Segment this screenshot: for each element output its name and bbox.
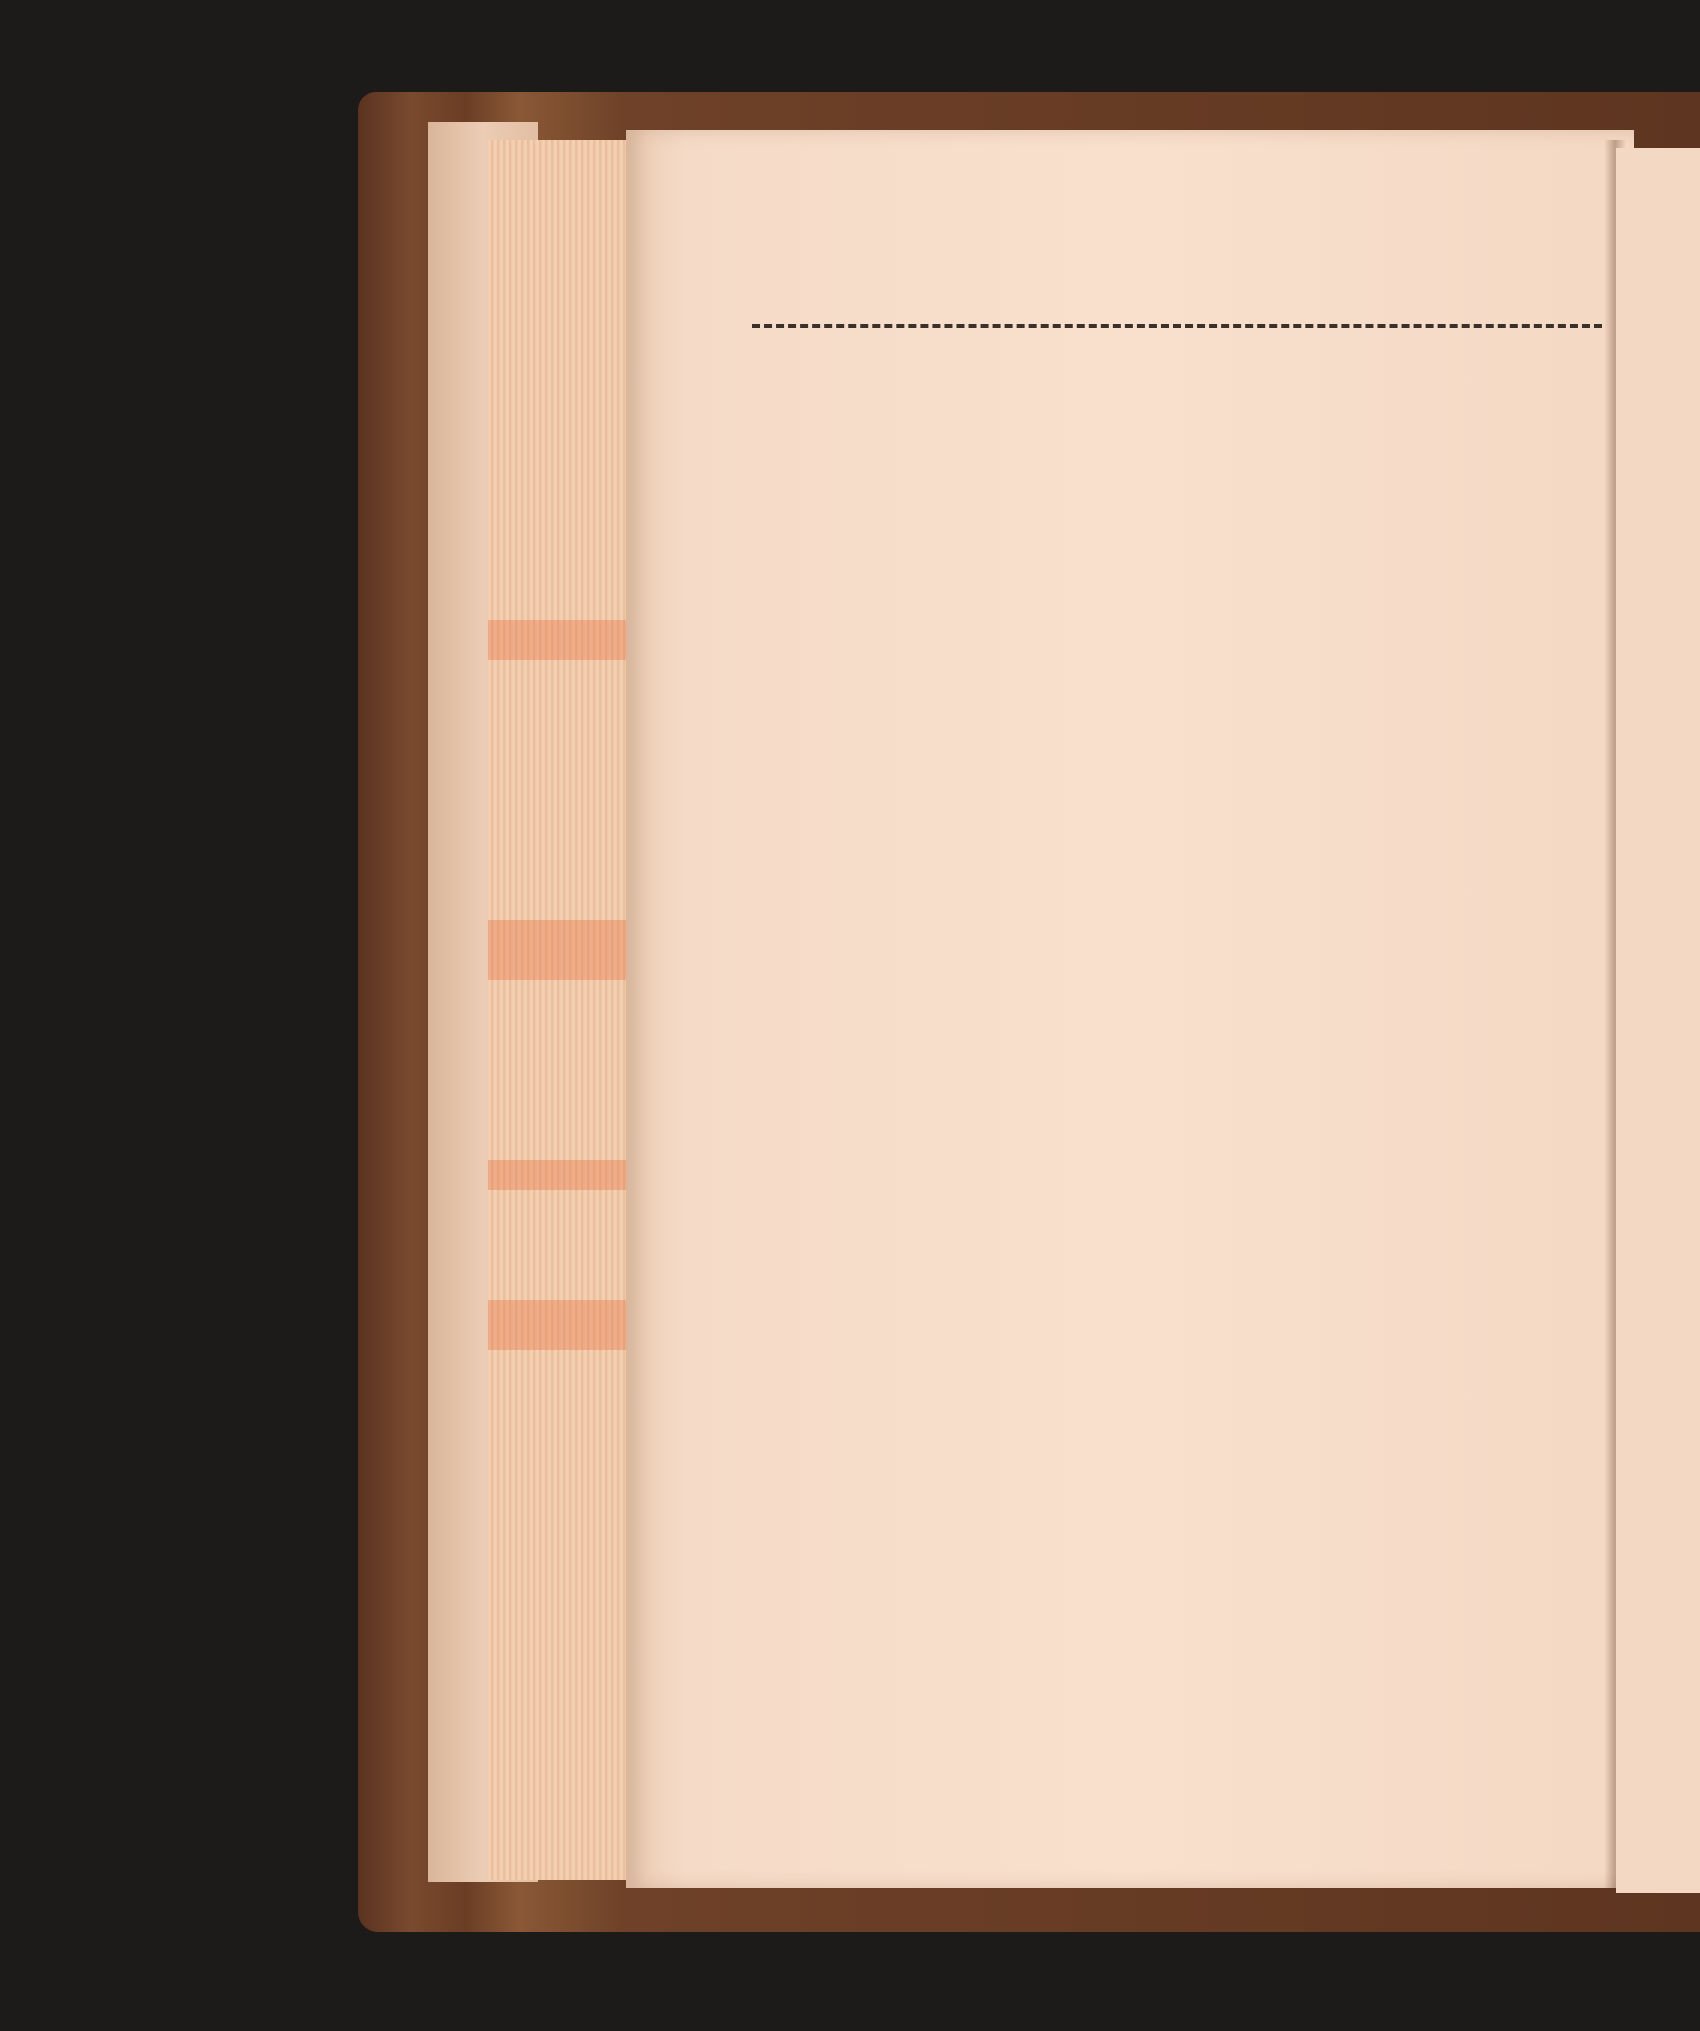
- section-divider: [752, 324, 1602, 328]
- feast-date: [752, 434, 1604, 486]
- right-page: [1616, 148, 1700, 1893]
- motto-line-2: [752, 560, 1604, 634]
- motto-reference: [752, 634, 1604, 702]
- saint-title: [752, 338, 1604, 434]
- page-edges: [488, 140, 626, 1880]
- motto-line-1: [752, 486, 1604, 560]
- page-header: [752, 256, 1604, 306]
- page-text: [752, 256, 1604, 702]
